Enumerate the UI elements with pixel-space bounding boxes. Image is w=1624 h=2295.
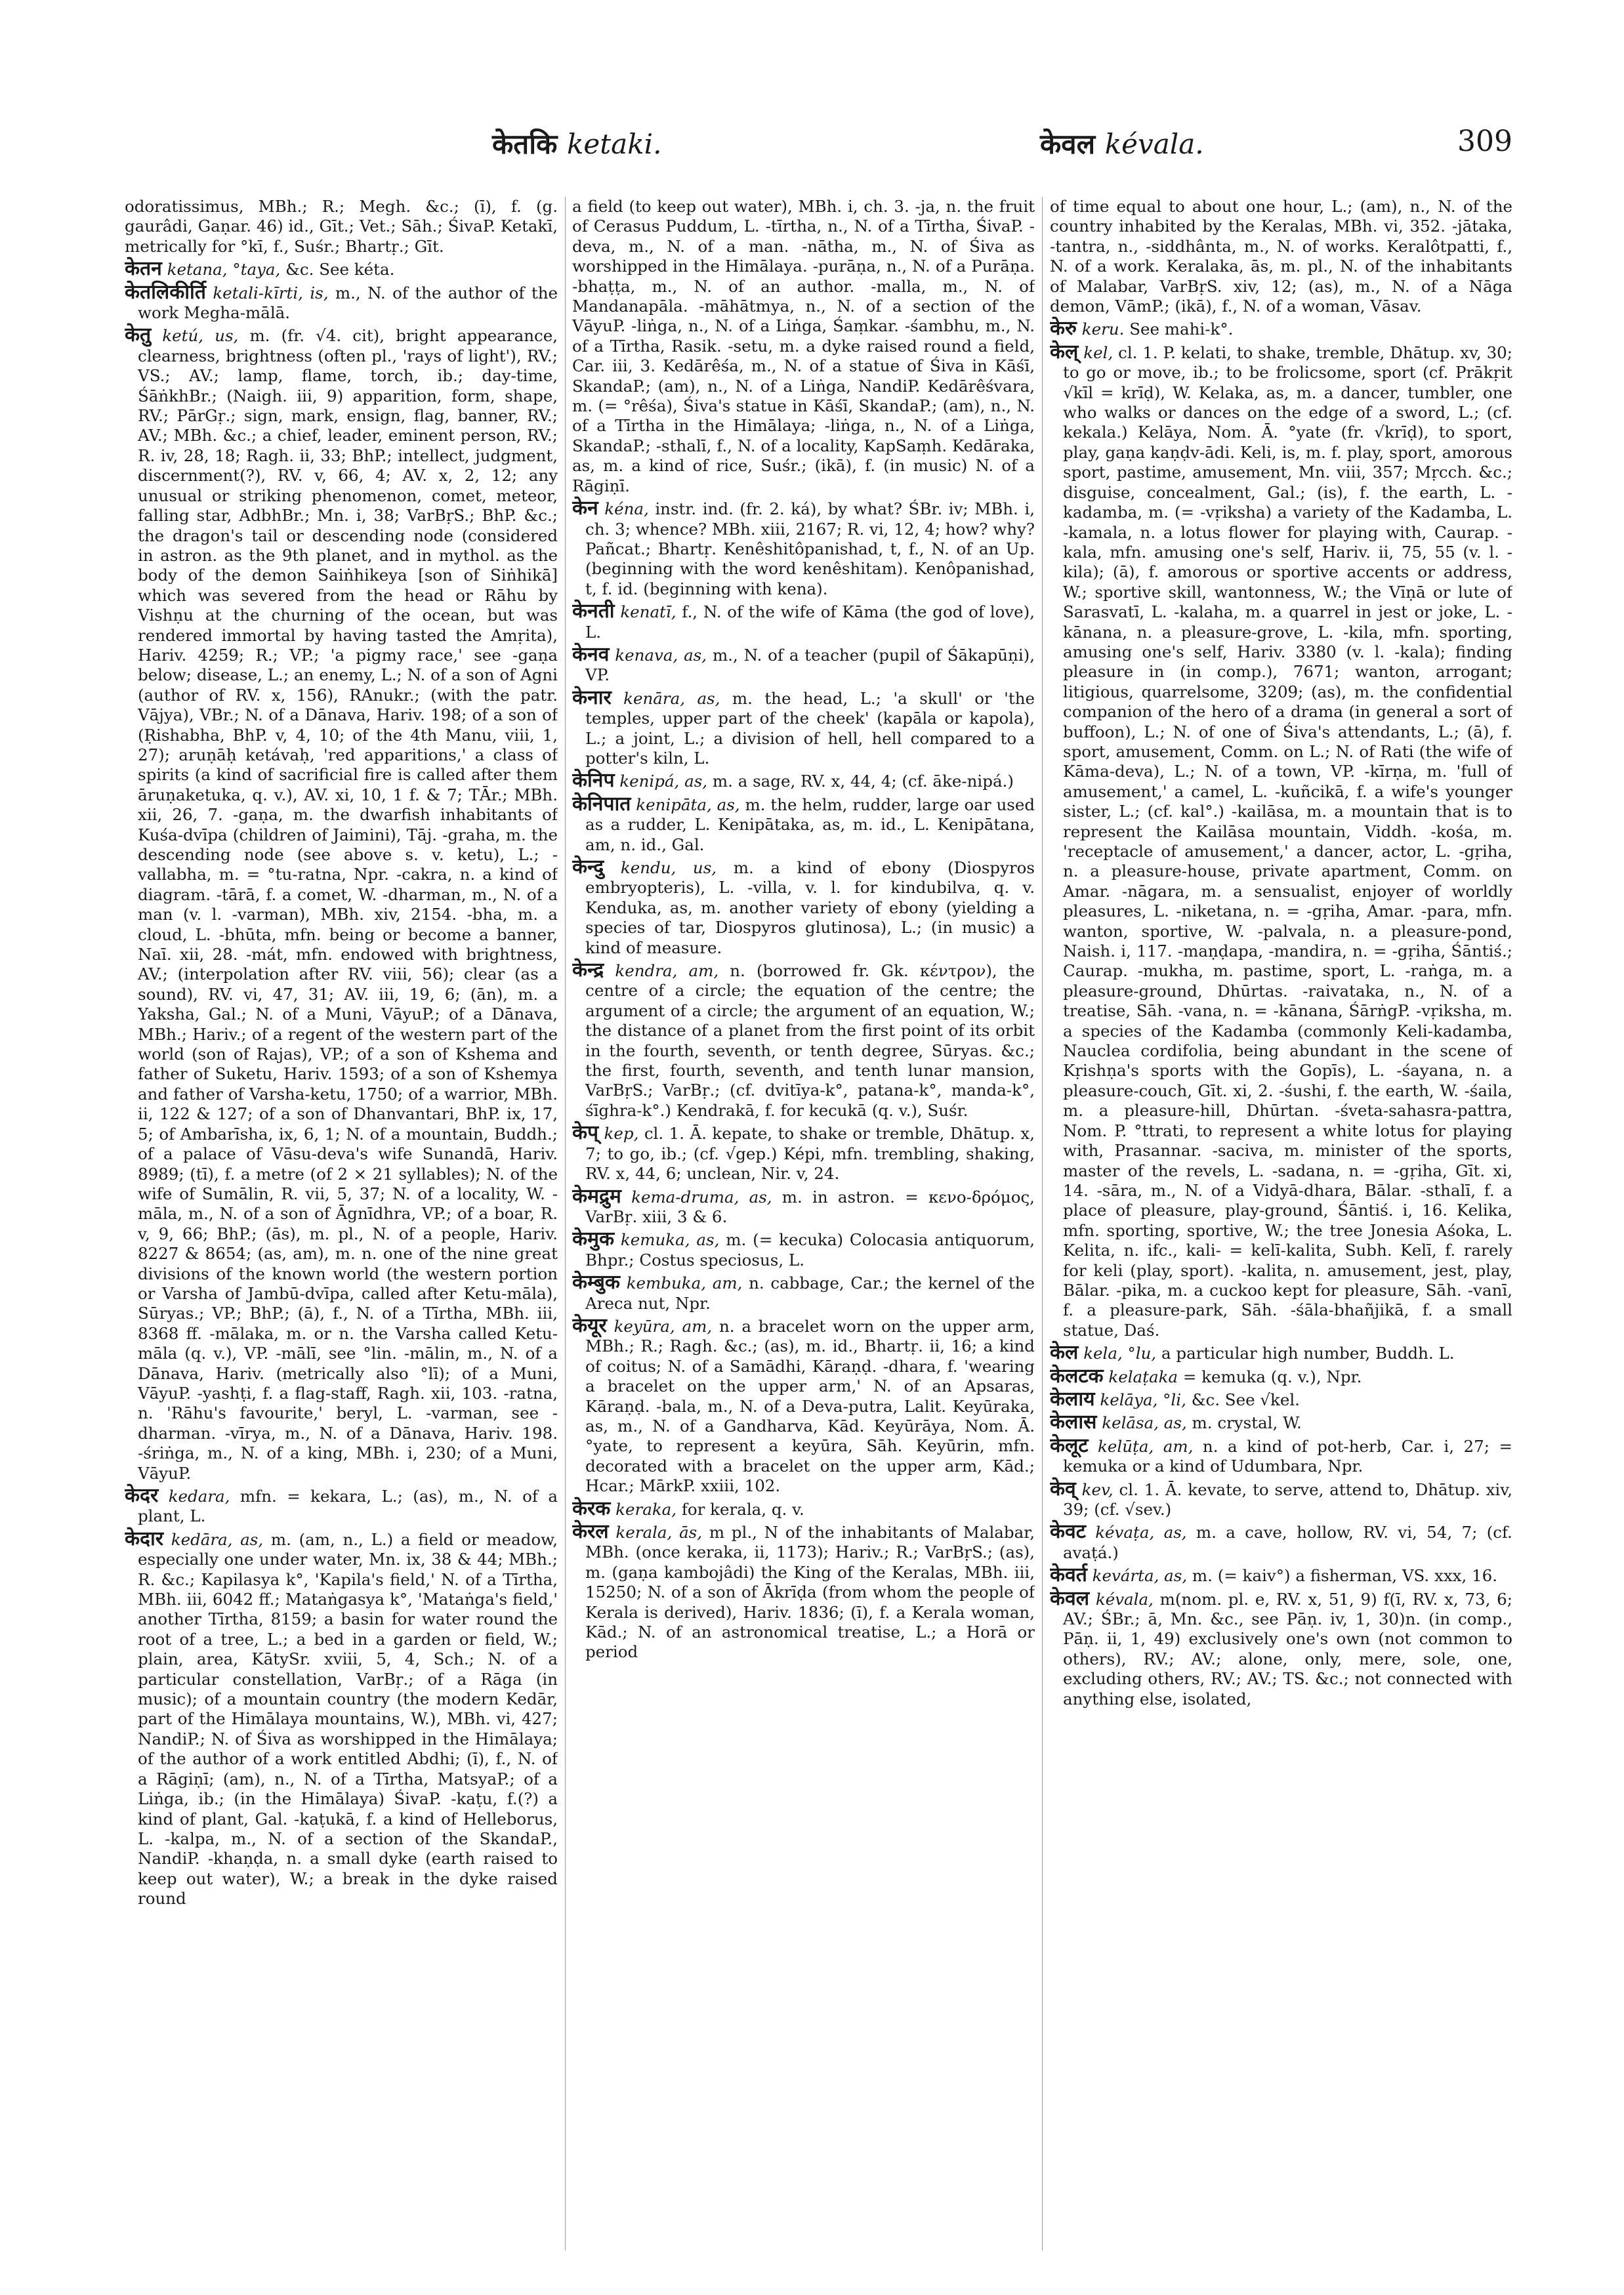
headword-transliteration: kévala, bbox=[1095, 1589, 1154, 1609]
headword-devanagari: केरु bbox=[1050, 317, 1077, 341]
entry-definition: m. (am, n., L.) a field or meadow, especially one under water, Mn. ix, 38 & 44; MBh.; R. &c.; Kapilasya k°, 'Kapila's field,' N. of a Tīrtha, MBh. iii, 6042 ff.; Mataṅgasya k°, 'Mataṅga's field,' another Tīrtha, 8159; a basin for water round the root of a tree, L.; a bed in a garden or field, W.; plain, area, KātySr. xviii, 5, 4, Sch.; N. of a particular constellation, VarBṛ.; of a Rāga (in music); of a mountain country (the modern Kedār, part of the Himālaya mountains, W.), MBh. vi, 427; NandiP.; N. of Śiva as worshipped in the Himālaya; of the author of a work entitled Abdhi; (ī), f., N. of a Rāgiṇī; (am), n., N. of a Tīrtha, MatsyaP.; of a Liṅga, ib.; (in the Himālaya) ŚivaP. -kaṭu, f.(?) a kind of plant, Gal. -kaṭukā, f. a kind of Helleborus, L. -kalpa, m., N. of a section of the SkandaP., NandiP. -khaṇḍa, n. a small dyke (earth raised to keep out water), W.; a break in the dyke raised round bbox=[138, 1529, 558, 1909]
dictionary-entry bbox=[572, 1313, 1035, 1497]
entry-definition: instr. ind. (fr. 2. ká), by what? ŚBr. iv; MBh. i, ch. 3; whence? MBh. xiii, 2167; R. vi, 12, 4; how? why? Pañcat.; Bhartṛ. Kenêshitôpanishad, t, f., N. of an Up. (beginning with the word kenêshitam). Kenôpanishad, t, f. id. (beginning with kena). bbox=[585, 499, 1035, 598]
entry-definition: &c. See kéta. bbox=[285, 260, 395, 279]
dictionary-entry bbox=[1050, 1586, 1512, 1709]
running-header bbox=[125, 125, 1512, 184]
dictionary-entry bbox=[572, 1123, 1035, 1184]
headword-devanagari: केन्द्र bbox=[572, 959, 604, 982]
dictionary-entry bbox=[1050, 1522, 1512, 1563]
dictionary-entry bbox=[572, 1273, 1035, 1313]
headword-transliteration: kendra, am, bbox=[615, 961, 719, 981]
headword-devanagari: केनव bbox=[572, 642, 610, 666]
dictionary-entry bbox=[1050, 1387, 1512, 1411]
headword-devanagari: केतन bbox=[125, 257, 162, 281]
headword-transliteration: keyūra, am, bbox=[614, 1316, 713, 1336]
headword-transliteration: kemuka, as, bbox=[620, 1230, 720, 1250]
column-3 bbox=[1050, 197, 1512, 2250]
column-rule bbox=[565, 197, 566, 2250]
headword-transliteration: kelāsa, as, bbox=[1102, 1413, 1187, 1433]
entry-definition: of time equal to about one hour, L.; (am), n., N. of the country inhabited by the Keralas, MBh. vi, 352. -jātaka, -tantra, n., -siddhânta, m., N. of works. Keralôtpatti, f., N. of a work. Keralaka, ās, m. pl., N. of the inhabitants of Malabar, VarBṛS. xiv, 12; (as), m., N. of a Nāga demon, VāmP.; (ikā), f., N. of a woman, Vāsav. bbox=[1050, 197, 1512, 316]
header-right-roman: kévala. bbox=[1104, 128, 1204, 160]
headword-transliteration: kembuka, am, bbox=[626, 1273, 743, 1293]
entry-definition: m. the head, L.; 'a skull' or 'the temples, upper part of the cheek' (kapāla or kapola), L.; a joint, L.; a division of hell, hell compared to a potter's kiln, L. bbox=[585, 688, 1035, 768]
entry-definition: f., N. of the wife of Kāma (the god of love), L. bbox=[585, 602, 1035, 642]
header-left-guideword bbox=[492, 125, 661, 162]
headword-transliteration: ketú, us, bbox=[162, 326, 239, 346]
entry-definition: cl. 1. Ā. kepate, to shake or tremble, Dhātup. x, 7; to go, ib.; (cf. √gep.) Képi, mfn. trembling, shaking, RV. x, 44, 6; unclean, Nir. v, 24. bbox=[585, 1124, 1035, 1184]
headword-transliteration: kelāya, °li, bbox=[1100, 1390, 1186, 1409]
entry-definition: m pl., N of the inhabitants of Malabar, MBh. (once keraka, ii, 1173); Hariv.; R.; VarBṛS.; (as), m. (gaṇa kambojâdi) the King of the Keralas, MBh. iii, 15250; N. of a son of Ākrīḍa (from whom the people of Kerala is derived), Hariv. 1836; (ī), f. a Kerala woman, Kād.; N. of an astronomical treatise, L.; a Horā or period bbox=[585, 1523, 1035, 1662]
dictionary-entry bbox=[572, 642, 1035, 686]
dictionary-entry bbox=[125, 325, 558, 1483]
headword-transliteration: kenatī, bbox=[620, 602, 677, 622]
entry-definition: odoratissimus, MBh.; R.; Megh. &c.; (ī), f. (g. gaurâdi, Gaṇar. 46) id., Gīt.; Vet.; Sāh.; ŚivaP. Ketakī, metrically for °kī, f., Suśr.; Bhartṛ.; Gīt. bbox=[125, 197, 558, 256]
column-rule bbox=[1042, 197, 1043, 2250]
entry-definition: m., N. of the author of the work Megha-mālā. bbox=[138, 283, 558, 323]
headword-devanagari: केमद्रुम bbox=[572, 1184, 621, 1208]
entry-definition: m. in astron. = κενο-δρόμος, VarBṛ. xiii, 3 & 6. bbox=[585, 1187, 1035, 1226]
headword-transliteration: keraka, bbox=[615, 1499, 677, 1519]
headword-devanagari: केतलिकीर्ति bbox=[125, 280, 206, 304]
header-right-guideword bbox=[1040, 125, 1204, 162]
dictionary-entry bbox=[572, 1522, 1035, 1663]
continued-entry bbox=[1050, 197, 1512, 316]
headword-transliteration: kerala, ās, bbox=[615, 1523, 703, 1542]
headword-transliteration: ketali-kīrti, is, bbox=[213, 283, 329, 302]
entry-definition: m. (fr. √4. cit), bright appearance, clearness, brightness (often pl., 'rays of light'), RV.; VS.; AV.; lamp, flame, torch, ib.; day-time, ŚāṅkhBr.; (Naigh. iii, 9) apparition, form, shape, RV.; PārGṛ.; sign, mark, ensign, flag, banner, RV.; AV.; MBh. &c.; a chief, leader, eminent person, RV.; R. iv, 28, 18; Ragh. ii, 33; BhP.; intellect, judgment, discernment(?), RV. v, 66, 4; AV. x, 2, 12; any unusual or striking phenomenon, comet, meteor, falling star, AdbhBr.; Mn. i, 38; VarBṛS.; BhP. &c.; the dragon's tail or descending node (considered in astron. as the 9th planet, and in mythol. as the body of the demon Saiṅhikeya [son of Siṅhikā] which was severed from the head or Rāhu by Vishṇu at the churning of the ocean, but was rendered immortal by having tasted the Amṛita), Hariv. 4259; R.; VP.; 'a pigmy race,' see -gaṇa below; disease, L.; an enemy, L.; N. of a son of Agni (author of RV. x, 156), RAnukr.; (with the patr. Vājya), VBr.; N. of a Dānava, Hariv. 198; of a son of (Ṛishabha, BhP. v, 4, 10; of the 4th Manu, viii, 1, 27); aruṇāḥ ketávaḥ, 'red apparitions,' a class of spirits (a kind of sacrificial fire is called after them āruṇaketuka, q. v.), AV. xi, 10, 1 f. & 7; TĀr.; MBh. xii, 26, 7. -gaṇa, m. the dwarfish inhabitants of Kuśa-dvīpa (children of Jaimini), Tāj. -graha, m. the descending node (see above s. v. ketu), L.; -vallabha, m. = °tu-ratna, Npr. -cakra, n. a kind of diagram. -tārā, f. a comet, W. -dharman, m., N. of a man (v. l. -varman), MBh. xiv, 2154. -bha, m. a cloud, L. -bhūta, mfn. being or become a banner, Naī. xii, 28. -mát, mfn. endowed with brightness, AV.; (interpolation after RV. viii, 56); clear (as a sound), RV. vi, 47, 31; AV. iii, 19, 6; (ān), m. a Yaksha, Gal.; N. of a Muni, VāyuP.; of a Dānava, MBh.; Hariv.; of a regent of the western part of the world (son of Rajas), VP.; of a son of Kshema and father of Suketu, Hariv. 1593; of a son of Kshemya and father of Varsha-ketu, 1750; of a warrior, MBh. ii, 122 & 127; of a son of Dhanvantari, BhP. ix, 17, 5; of Ambarīsha, ix, 6, 1; N. of a mountain, Buddh.; of a palace of Vāsu-deva's wife Sunandā, Hariv. 8989; (tī), f. a metre (of 2 × 21 syllables); N. of the wife of Sumālin, R. vii, 5, 37; N. of a locality, W. -māla, m., N. of a son of Āgnīdhra, VP.; of a boar, R. v, 9, 66; BhP.; (ās), m. pl., N. of a people, Hariv. 8227 & 8654; (as, am), m. n. one of the nine great divisions of the known world (the western portion or Varsha of Jambū-dvīpa, called after Ketu-māla), Sūryas.; VP.; BhP.; (ā), f., N. of a Tīrtha, MBh. iii, 8368 ff. -mālaka, m. or n. the Varsha called Ketu-māla (q. v.), VP. -mālī, see °lin. -mālin, m., N. of a Dānava, Hariv. (metrically also °lī); of a Muni, VāyuP. -yashṭi, f. a flag-staff, Ragh. xii, 103. -ratna, n. 'Rāhu's favourite,' beryl, L. -varman, see -dharman. -vīrya, m., N. of a Dānava, Hariv. 198. -śriṅga, m., N. of a king, MBh. i, 230; of a Muni, VāyuP. bbox=[138, 326, 558, 1483]
headword-devanagari: केलाय bbox=[1050, 1387, 1095, 1411]
entry-definition: n. (borrowed fr. Gk. κέντρον), the centre of a circle; the equation of the centre; the argument of a circle; the argument of an equation, W.; the distance of a planet from the first point of its orbit in the fourth, seventh, or tenth degree, Sūryas. &c.; the first, fourth, seventh, and tenth lunar mansion, VarBṛS.; VarBṛ.; (cf. dvitīya-k°, patana-k°, manda-k°, śīghra-k°.) Kendrakā, f. for kecukā (q. v.), Suśr. bbox=[585, 961, 1035, 1120]
dictionary-entry bbox=[125, 1486, 558, 1527]
headword-devanagari: केनती bbox=[572, 600, 615, 623]
entry-definition: n. a kind of pot-herb, Car. i, 27; = kemuka or a kind of Udumbara, Npr. bbox=[1063, 1436, 1512, 1476]
dictionary-entry bbox=[1050, 1565, 1512, 1586]
entry-definition: See mahi-k°. bbox=[1129, 320, 1234, 339]
headword-devanagari: केतु bbox=[125, 323, 152, 347]
headword-transliteration: kenipāta, as, bbox=[636, 795, 740, 814]
dictionary-entry bbox=[125, 259, 558, 279]
dictionary-entry bbox=[125, 1529, 558, 1909]
headword-devanagari: केम्बुक bbox=[572, 1271, 620, 1294]
headword-devanagari: केरल bbox=[572, 1520, 609, 1543]
continued-entry bbox=[572, 197, 1035, 496]
dictionary-entry bbox=[572, 858, 1035, 958]
headword-devanagari: केप् bbox=[572, 1121, 599, 1145]
entry-definition: = kemuka (q. v.), Npr. bbox=[1182, 1367, 1362, 1386]
headword-devanagari: केयूर bbox=[572, 1313, 607, 1337]
dictionary-entry bbox=[1050, 1436, 1512, 1477]
dictionary-entry bbox=[1050, 342, 1512, 1340]
headword-transliteration: kedara, bbox=[168, 1487, 230, 1506]
dictionary-entry bbox=[572, 771, 1035, 791]
dictionary-entry bbox=[572, 499, 1035, 599]
entry-definition: a field (to keep out water), MBh. i, ch. 3. -ja, n. the fruit of Cerasus Puddum, L. -tīrtha, n., N. of a Tīrtha, ŚivaP. -deva, m., N. of a man. -nātha, m., N. of Śiva as worshipped in the Himālaya. -purāṇa, n., N. of a Purāṇa. -bhaṭṭa, m., N. of an author. -malla, m., N. of Mandanapāla. -māhātmya, n., N. of a section of the VāyuP. -liṅga, n., N. of a Liṅga, Śaṃkar. -śambhu, m., N. of a Tīrtha, Rasik. -setu, m. a dyke raised round a field, Car. iii, 3. Kedārêśa, m., N. of a statue of Śiva in Kāśī, SkandaP.; (am), n., N. of a Liṅga, NandiP. Kedārêśvara, m. (= °rêśa), Śiva's statue in Kāśī, SkandaP.; (am), n., N. of a Tīrtha in the Himālaya; -liṅga, n., N. of a Liṅga, SkandaP.; -sthalī, f., N. of a locality, KapSaṃh. Kedāraka, as, m. a kind of rice, Suśr.; (ikā), f. (in music) N. of a Rāgiṇī. bbox=[572, 197, 1035, 495]
column-2 bbox=[572, 197, 1035, 2250]
headword-devanagari: केदार bbox=[125, 1527, 164, 1550]
dictionary-entry bbox=[572, 961, 1035, 1121]
headword-devanagari: केनिप bbox=[572, 769, 615, 793]
entry-definition: &c. See √kel. bbox=[1191, 1390, 1300, 1409]
dictionary-entry bbox=[572, 1230, 1035, 1270]
dictionary-entry bbox=[572, 1499, 1035, 1520]
header-left-roman: ketaki. bbox=[566, 128, 662, 160]
headword-transliteration: kendu, us, bbox=[620, 858, 717, 877]
headword-transliteration: kev, bbox=[1081, 1479, 1114, 1499]
entry-definition: cl. 1. Ā. kevate, to serve, attend to, Dhātup. xiv, 39; (cf. √sev.) bbox=[1063, 1479, 1512, 1519]
headword-transliteration: kéna, bbox=[604, 499, 649, 519]
headword-transliteration: kela, °lu, bbox=[1083, 1344, 1157, 1363]
headword-devanagari: केन्दु bbox=[572, 856, 604, 879]
headword-transliteration: kenava, as, bbox=[615, 645, 707, 665]
entry-definition: m. a cave, hollow, RV. vi, 54, 7; (cf. avaṭá.) bbox=[1063, 1523, 1512, 1562]
headword-devanagari: केवर्त bbox=[1050, 1563, 1087, 1587]
headword-transliteration: keru. bbox=[1081, 320, 1125, 339]
headword-transliteration: kévaṭa, as, bbox=[1095, 1523, 1187, 1542]
headword-transliteration: kel, bbox=[1083, 342, 1114, 362]
headword-devanagari: केलास bbox=[1050, 1411, 1097, 1434]
headword-transliteration: kema-druma, as, bbox=[631, 1187, 772, 1207]
dictionary-entry bbox=[1050, 1479, 1512, 1520]
entry-definition: n. a bracelet worn on the upper arm, MBh.; R.; Ragh. &c.; (as), m. id., Bhartṛ. ii, 16; a kind of coitus; N. of a Samādhi, Kāraṇḍ. -dhara, f. 'wearing a bracelet on the upper arm,' N. of an Apsaras, Kāraṇḍ. -bala, m., N. of a Deva-putra, Lalit. Keyūraka, as, m., N. of a Gandharva, Kād. Keyūrāya, Nom. Ā. °yate, to represent a keyūra, Sāh. Keyūrin, mfn. decorated with a bracelet on the upper arm, Kād.; Hcar.; MārkP. xxiii, 102. bbox=[585, 1316, 1035, 1496]
headword-devanagari: केलटक bbox=[1050, 1364, 1104, 1388]
header-right-devanagari: केवल bbox=[1040, 128, 1096, 160]
entry-definition: cl. 1. P. kelati, to shake, tremble, Dhātup. xv, 30; to go or move, ib.; to be frolicsome, sport (cf. Prākṛit √kīl = krīḍ), W. Kelaka, as, m. a dancer, tumbler, one who walks or dances on the edge of a sword, L.; (cf. kekala.) Kelāya, Nom. Ā. °yate (fr. √krīḍ), to sport, play, gaṇa kaṇḍv-ādi. Keli, is, m. f. play, sport, amorous sport, pastime, amusement, Mn. viii, 357; Mṛcch. &c.; disguise, concealment, Gal.; (is), f. the earth, L. -kadamba, m. (= -vṛiksha) a variety of the Kadamba, L. -kamala, n. a lotus flower for playing with, Caurap. -kala, mfn. amusing one's self, Hariv. ii, 75, 55 (v. l. -kila); (ā), f. amorous or sportive accents or address, W.; sportive skill, wantonness, W.; the Vīṇā or lute of Sarasvatī, L. -kalaha, m. a quarrel in jest or joke, L. -kānana, n. a pleasure-grove, L. -kila, mfn. sporting, amusing one's self, Hariv. 3380 (v. l. -kala); finding pleasure in (in comp.), 7671; wanton, arrogant; litigious, quarrelsome, 3209; (as), m. the confidential companion of the hero of a drama (in general a sort of buffoon), L.; N. of one of Śiva's attendants, L.; (ā), f. sport, amusement, Comm. on L.; N. of Rati (the wife of Kāma-deva), L.; N. of a town, VP. -kīrṇa, m. 'full of amusement,' a camel, L. -kuñcikā, f. a wife's younger sister, L.; (cf. kal°.) -kailāsa, m. a mountain that is to represent the Kailāsa mountain, Viddh. -kośa, m. 'receptacle of amusement,' a dancer, actor, L. -gṛiha, n. a pleasure-house, private apartment, Comm. on Amar. -nāgara, m. a sensualist, enjoyer of worldly pleasures, L. -niketana, n. = -gṛiha, Amar. -para, mfn. wanton, sportive, W. -palvala, n. a pleasure-pond, Naish. i, 117. -maṇḍapa, -mandira, n. = -gṛiha, Śāntiś.; Caurap. -mukha, m. pastime, sport, L. -raṅga, m. a pleasure-ground, Dhūrtas. -raivataka, n., N. of a treatise, Sāh. -vana, n. = -kānana, ŚārṅgP. -vṛiksha, m. a species of the Kadamba (commonly Keli-kadamba, Nauclea cordifolia, being abundant in the scene of Kṛishṇa's sports with the Gopīs), L. -śayana, n. a pleasure-couch, Gīt. xi, 2. -śushi, f. the earth, W. -śaila, m. a pleasure-hill, Dhūrtan. -śveta-sahasra-pattra, Nom. P. °ttrati, to represent a white lotus for playing with, Prasannar. -saciva, m. minister of the sports, master of the revels, L. -sadana, n. = -gṛiha, Gīt. xi, 14. -sāra, m., N. of a Vidyā-dhara, Bālar. -sthalī, f. a place of pleasure, play-ground, Śāntiś. i, 16. Kelika, mfn. sporting, sportive, W.; the tree Jonesia Aśoka, L. Kelita, n. ifc., kali- = kelī-kalita, Subh. Kelī, f. rarely for keli (play, sport). -kalita, n. amusement, jest, play, Bālar. -pika, m. a cuckoo kept for pleasure, Sāh. -vanī, f. a pleasure-park, Sāh. -śāla-bhañjikā, f. a small statue, Daś. bbox=[1063, 342, 1512, 1340]
entry-definition: for kerala, q. v. bbox=[681, 1499, 804, 1519]
headword-transliteration: kelaṭaka bbox=[1108, 1367, 1178, 1386]
headword-devanagari: केरक bbox=[572, 1497, 611, 1520]
entry-definition: m. a sage, RV. x, 44, 4; (cf. āke-nipá.) bbox=[712, 772, 1014, 791]
headword-transliteration: kenāra, as, bbox=[623, 688, 720, 708]
entry-definition: a particular high number, Buddh. L. bbox=[1161, 1344, 1455, 1363]
page-number: 309 bbox=[1457, 125, 1512, 158]
continued-entry bbox=[125, 197, 558, 257]
entry-definition: m., N. of a teacher (pupil of Śākapūṇi), VP. bbox=[585, 645, 1035, 685]
dictionary-entry bbox=[572, 688, 1035, 769]
headword-devanagari: केन bbox=[572, 497, 598, 520]
headword-devanagari: केमुक bbox=[572, 1228, 615, 1251]
entry-definition: mfn. = kekara, L.; (as), m., N. of a plant, L. bbox=[138, 1487, 558, 1526]
headword-transliteration: kelūṭa, am, bbox=[1098, 1436, 1194, 1456]
headword-transliteration: kedāra, as, bbox=[171, 1529, 264, 1549]
entry-definition: n. cabbage, Car.; the kernel of the Areca nut, Npr. bbox=[585, 1273, 1035, 1313]
dictionary-entry bbox=[1050, 1343, 1512, 1363]
entry-definition: m. crystal, W. bbox=[1192, 1413, 1302, 1433]
column-1 bbox=[125, 197, 558, 2250]
headword-devanagari: केवट bbox=[1050, 1520, 1086, 1544]
dictionary-entry bbox=[1050, 1413, 1512, 1433]
dictionary-entry bbox=[1050, 319, 1512, 339]
headword-devanagari: केदर bbox=[125, 1484, 159, 1507]
headword-transliteration: kenipá, as, bbox=[619, 772, 708, 791]
entry-definition: m. (= kecuka) Colocasia antiquorum, Bhpr.; Costus speciosus, L. bbox=[585, 1230, 1035, 1270]
headword-devanagari: केल् bbox=[1050, 340, 1079, 363]
headword-transliteration: kevárta, as, bbox=[1092, 1566, 1188, 1586]
header-left-devanagari: केतकि bbox=[492, 128, 558, 160]
dictionary-entry bbox=[125, 280, 558, 323]
entry-definition: m(nom. pl. e, RV. x, 51, 9) f(ī, RV. x, 73, 6; AV.; ŚBr.; ā, Mn. &c., see Pāṇ. iv, 1, 30)n. (in comp., Pāṇ. ii, 1, 49) exclusively one's own (not common to others), RV.; AV.; alone, only, mere, sole, one, excluding others, RV.; AV.; TS. &c.; not connected with anything else, isolated, bbox=[1063, 1589, 1512, 1708]
dictionary-entry bbox=[572, 602, 1035, 642]
headword-transliteration: ketana, °taya, bbox=[167, 260, 281, 279]
headword-devanagari: केवल bbox=[1050, 1586, 1090, 1610]
entry-definition: m. a kind of ebony (Diospyros embryopteris), L. -villa, v. l. for kindubilva, q. v. Kenduka, as, m. another variety of ebony (yielding a species of tar, Diospyros glutinosa), L.; (in music) a kind of measure. bbox=[585, 858, 1035, 957]
headword-devanagari: केलूट bbox=[1050, 1434, 1089, 1457]
dictionary-entry bbox=[572, 1184, 1035, 1228]
headword-devanagari: केव् bbox=[1050, 1477, 1076, 1500]
entry-definition: m. (= kaiv°) a fisherman, VS. xxx, 16. bbox=[1192, 1566, 1497, 1586]
dictionary-entry bbox=[572, 792, 1035, 855]
entry-definition: m. the helm, rudder, large oar used as a rudder, L. Kenipātaka, as, m. id., L. Kenipātana, am, n. id., Gal. bbox=[585, 795, 1035, 854]
headword-transliteration: kep, bbox=[604, 1124, 639, 1144]
headword-devanagari: केल bbox=[1050, 1341, 1079, 1365]
dictionary-entry bbox=[1050, 1364, 1512, 1388]
headword-devanagari: केनार bbox=[572, 686, 612, 709]
headword-devanagari: केनिपात bbox=[572, 792, 631, 816]
